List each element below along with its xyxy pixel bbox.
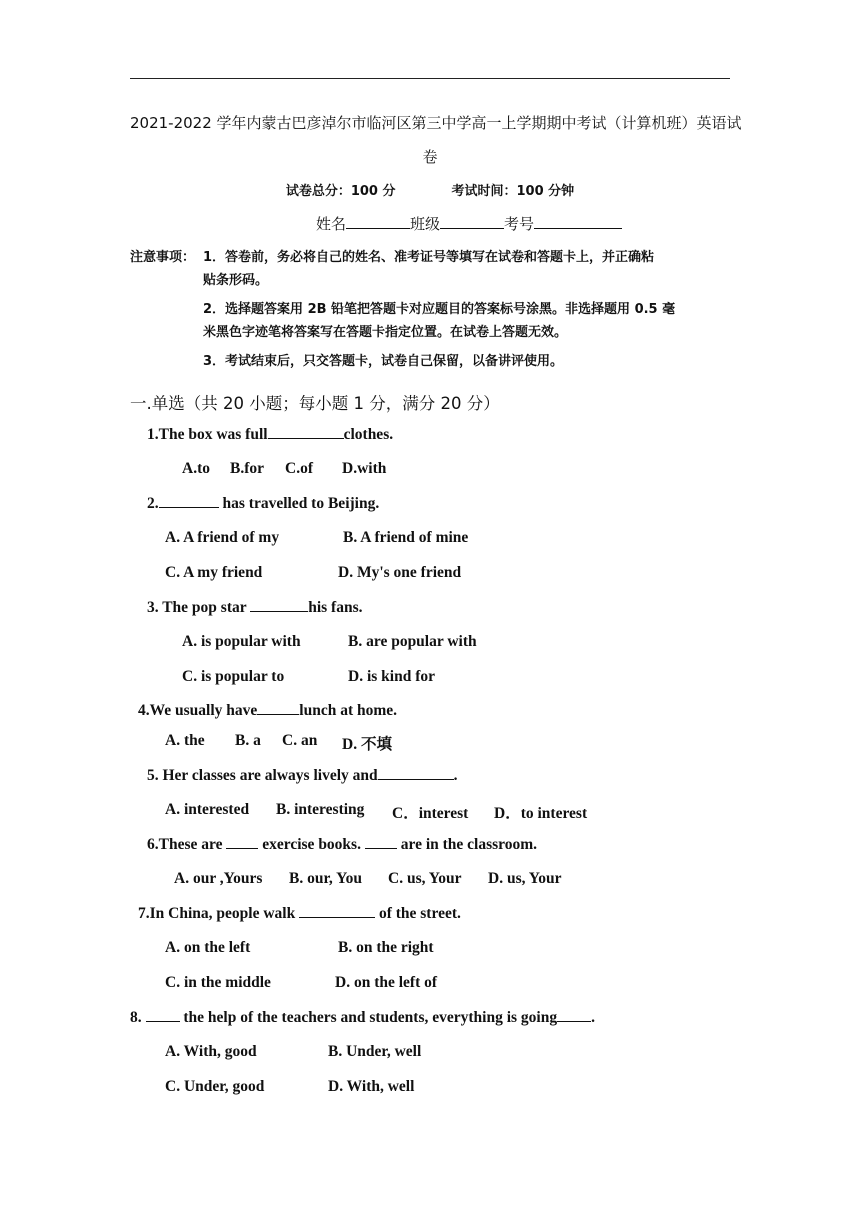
q3-blank [250,598,308,612]
name-blank[interactable] [346,214,410,229]
q6-stem-start: 6.These are [147,836,227,853]
q1-blank [268,425,344,439]
question-8 [130,1008,595,1027]
note-3: 3．考试结束后，只交答题卡，试卷自己保留，以备讲评使用。 [203,354,564,369]
q6-blank-2 [365,835,397,849]
q1-option-a[interactable]: A.to [182,460,210,477]
q6-option-b[interactable]: B. our, You [289,870,362,887]
question-1 [147,425,393,444]
exam-title-line1: 2021-2022 学年内蒙古巴彦淖尔市临河区第三中学高一上学期期中考试（计算机班）英语试 [130,114,742,132]
q4-option-c[interactable]: C. an [282,732,318,749]
note-2b: 米黑色字迹笔将答案写在答题卡指定位置。在试卷上答题无效。 [203,325,568,340]
q7-option-a[interactable]: A. on the left [165,939,251,956]
q6-option-a[interactable]: A. our ,Yours [174,870,263,887]
q4-stem-start: 4.We usually have [138,702,258,719]
q2-option-b[interactable]: B. A friend of mine [343,529,469,546]
q1-option-c[interactable]: C.of [285,460,313,477]
question-5 [147,766,458,785]
q2-blank [159,494,219,508]
q8-option-a[interactable]: A. With, good [165,1043,257,1060]
q8-stem-start: 8. [130,1009,146,1026]
note-2a: 2．选择题答案用 2B 铅笔把答题卡对应题目的答案标号涂黑。非选择题用 0.5 毫 [203,302,676,317]
exam-title-line2: 卷 [422,148,438,166]
q7-stem-start: 7.In China, people walk [138,905,300,922]
q3-option-b[interactable]: B. are popular with [348,633,477,650]
q6-blank-1 [226,835,258,849]
q7-option-b[interactable]: B. on the right [338,939,434,956]
section-title: 一.单选（共 20 小题；每小题 1 分，满分 20 分） [130,394,500,413]
q7-option-d[interactable]: D. on the left of [335,974,438,991]
q6-option-d[interactable]: D. us, Your [488,870,562,887]
q8-blank-2 [557,1008,591,1022]
q5-option-d[interactable]: D．to interest [494,805,588,822]
q8-option-b[interactable]: B. Under, well [328,1043,422,1060]
note-1a: 1．答卷前，务必将自己的姓名、准考证号等填写在试卷和答题卡上，并正确粘 [203,250,655,265]
q7-option-c[interactable]: C. in the middle [165,974,271,991]
q1-stem-end: clothes. [343,426,394,443]
q2-option-a[interactable]: A. A friend of my [165,529,280,546]
q1-option-d[interactable]: D.with [342,460,387,477]
q5-option-b[interactable]: B. interesting [276,801,365,818]
question-2 [147,494,379,513]
q1-stem-start: 1.The box was full [147,426,268,443]
q3-option-a[interactable]: A. is popular with [182,633,301,650]
q2-option-c[interactable]: C. A my friend [165,564,263,581]
number-blank[interactable] [534,214,622,229]
q3-stem-start: 3. The pop star [147,599,251,616]
notes-heading: 注意事项： [130,250,196,265]
q6-stem-mid: exercise books. [258,836,365,853]
q2-option-d[interactable]: D. My's one friend [338,564,462,581]
q2-stem-start: 2. [147,495,159,512]
exam-meta [130,180,730,199]
q5-stem-start: 5. Her classes are always lively and [147,767,378,784]
total-score: 试卷总分：100 分 [285,184,396,199]
question-4 [138,701,397,720]
q8-option-c[interactable]: C. Under, good [165,1078,265,1095]
exam-time: 考试时间：100 分钟 [451,184,575,199]
q7-blank [299,904,375,918]
name-label: 姓名 [316,215,347,233]
q6-option-c[interactable]: C. us, Your [388,870,462,887]
number-label: 考号 [504,215,535,233]
q8-blank-1 [146,1008,180,1022]
class-blank[interactable] [440,214,504,229]
q6-stem-end: are in the classroom. [396,836,538,853]
student-fields [316,213,622,234]
q3-option-c[interactable]: C. is popular to [182,668,285,685]
q8-option-d[interactable]: D. With, well [328,1078,415,1095]
q4-option-d[interactable]: D. 不填 [342,736,392,753]
note-1b: 贴条形码。 [203,273,269,288]
q4-stem-end: lunch at home. [299,702,398,719]
q4-option-b[interactable]: B. a [235,732,261,749]
q4-blank [257,701,299,715]
q5-option-c[interactable]: C．interest [392,805,469,822]
q1-option-b[interactable]: B.for [230,460,265,477]
q5-stem-end: . [453,767,458,784]
question-3 [147,598,363,617]
class-label: 班级 [410,215,441,233]
q5-blank [378,766,454,780]
q4-option-a[interactable]: A. the [165,732,205,749]
question-6 [147,835,537,854]
q7-stem-end: of the street. [375,905,461,922]
q8-stem-end: . [591,1009,595,1026]
q8-stem-mid: the help of the teachers and students, everything is going [179,1009,558,1026]
question-7 [138,904,461,923]
q2-stem-end: has travelled to Beijing. [218,495,380,512]
q3-stem-end: his fans. [308,599,363,616]
q3-option-d[interactable]: D. is kind for [348,668,435,685]
q5-option-a[interactable]: A. interested [165,801,250,818]
header-rule [130,78,730,79]
